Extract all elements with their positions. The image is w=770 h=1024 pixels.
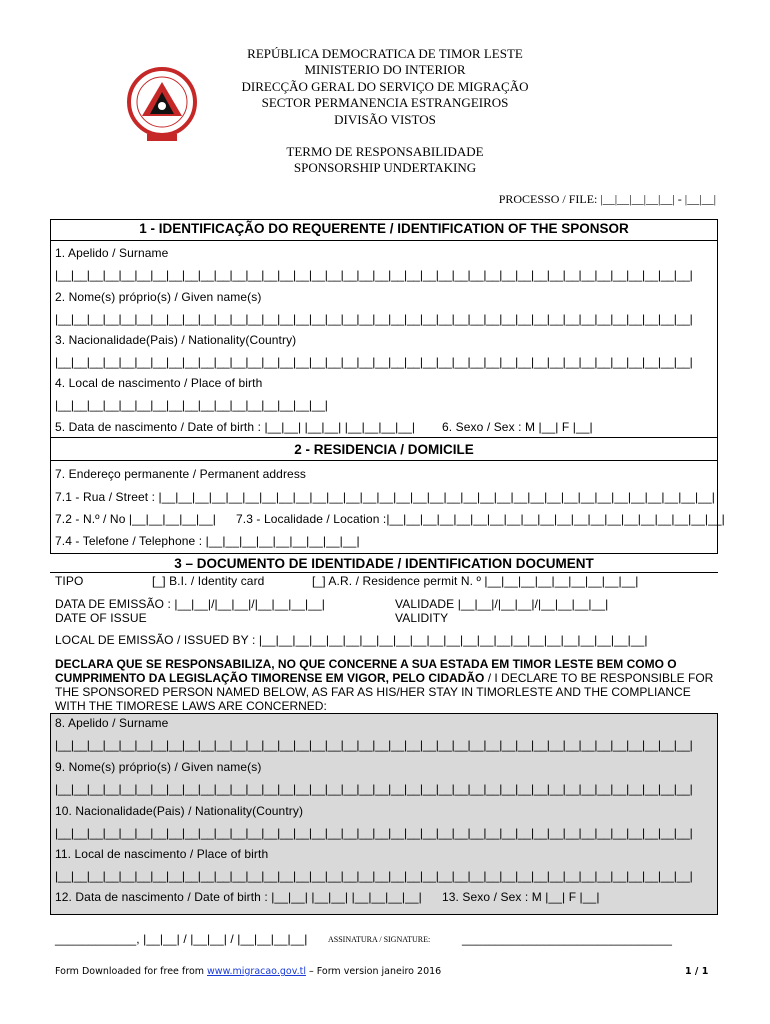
validity-field[interactable]: VALIDADE |__|__|/|__|__|/|__|__|__|__|	[395, 597, 609, 611]
section2-top-divider	[50, 437, 718, 438]
date-of-birth-field[interactable]: 5. Data de nascimento / Date of birth : |__|__| |__|__| |__|__|__|__|	[55, 420, 416, 434]
sponsored-nationality-boxes[interactable]: |__|__|__|__|__|__|__|__|__|__|__|__|__|__|__|__|__|__|__|__|__|__|__|__|__|__|__|__|__|__|__|__|__|__|__|__|__|__|__|__|	[55, 826, 693, 840]
place-of-birth-label: 4. Local de nascimento / Place of birth	[55, 376, 263, 390]
location-field[interactable]: 7.3 - Localidade / Location :|__|__|__|__|__|__|__|__|__|__|__|__|__|__|__|__|__|__|__|__|	[236, 512, 725, 526]
header-ministry: MINISTERIO DO INTERIOR	[304, 62, 466, 77]
header-division: DIVISÃO VISTOS	[334, 112, 436, 127]
header-directorate: DIRECÇÃO GERAL DO SERVIÇO DE MIGRAÇÃO	[241, 79, 529, 94]
declaration-text	[55, 657, 720, 713]
sponsored-place-of-birth-label: 11. Local de nascimento / Place of birth	[55, 847, 269, 861]
header-country: REPÚBLICA DEMOCRATICA DE TIMOR LESTE	[247, 46, 523, 61]
nationality-boxes[interactable]: |__|__|__|__|__|__|__|__|__|__|__|__|__|__|__|__|__|__|__|__|__|__|__|__|__|__|__|__|__|__|__|__|__|__|__|__|__|__|__|__|	[55, 355, 693, 369]
place-of-birth-boxes[interactable]: |__|__|__|__|__|__|__|__|__|__|__|__|__|__|__|__|__|	[55, 398, 328, 412]
place-date-field[interactable]: ____________, |__|__| / |__|__| / |__|__|__|__|	[55, 932, 308, 946]
process-file-field[interactable]: PROCESSO / FILE: |__|__|__|__|__| - |__|__|	[498, 192, 716, 206]
section2-title: 2 - RESIDENCIA / DOMICILE	[294, 442, 474, 457]
document-title-en: SPONSORSHIP UNDERTAKING	[293, 160, 477, 175]
footer-suffix: – Form version janeiro 2016	[305, 966, 442, 977]
sponsored-surname-label: 8. Apelido / Surname	[55, 716, 169, 730]
signature-line[interactable]: _______________________________	[462, 932, 672, 946]
section3-title: 3 – DOCUMENTO DE IDENTIDADE / IDENTIFICATION DOCUMENT	[174, 556, 594, 571]
section1-divider	[50, 240, 718, 241]
sex-field[interactable]: 6. Sexo / Sex : M |__| F |__|	[442, 420, 593, 434]
footer-note	[55, 966, 441, 977]
validity-label-en: VALIDITY	[395, 611, 449, 625]
page-number: 1 / 1	[685, 966, 709, 977]
signature-label: ASSINATURA / SIGNATURE:	[328, 935, 431, 944]
document-title-pt: TERMO DE RESPONSABILIDADE	[286, 144, 484, 159]
nationality-label: 3. Nacionalidade(Pais) / Nationality(Country)	[55, 333, 297, 347]
sponsored-given-names-boxes[interactable]: |__|__|__|__|__|__|__|__|__|__|__|__|__|__|__|__|__|__|__|__|__|__|__|__|__|__|__|__|__|__|__|__|__|__|__|__|__|__|__|__|	[55, 782, 693, 796]
section2-divider	[50, 460, 718, 461]
section1-title: 1 - IDENTIFICAÇÃO DO REQUERENTE / IDENTIFICATION OF THE SPONSOR	[139, 221, 629, 236]
sponsored-surname-boxes[interactable]: |__|__|__|__|__|__|__|__|__|__|__|__|__|__|__|__|__|__|__|__|__|__|__|__|__|__|__|__|__|__|__|__|__|__|__|__|__|__|__|__|	[55, 738, 693, 752]
migracao-link[interactable]: www.migracao.gov.tl	[207, 966, 306, 977]
date-of-issue-field[interactable]: DATA DE EMISSÃO : |__|__|/|__|__|/|__|__|__|__|	[55, 597, 326, 611]
section3-divider	[50, 572, 718, 573]
date-of-issue-label-en: DATE OF ISSUE	[55, 611, 147, 625]
header-sector: SECTOR PERMANENCIA ESTRANGEIROS	[261, 95, 509, 110]
footer-prefix: Form Downloaded for free from	[55, 966, 208, 977]
identity-card-option[interactable]: [_] B.I. / Identity card	[152, 574, 265, 588]
sponsored-sex-field[interactable]: 13. Sexo / Sex : M |__| F |__|	[442, 890, 600, 904]
document-type-label: TIPO	[55, 574, 84, 588]
issued-by-field[interactable]: LOCAL DE EMISSÃO / ISSUED BY : |__|__|__|__|__|__|__|__|__|__|__|__|__|__|__|__|__|__|__|__|__|__|__|	[55, 633, 648, 647]
surname-label: 1. Apelido / Surname	[55, 246, 169, 260]
house-number-field[interactable]: 7.2 - N.º / No |__|__|__|__|__|	[55, 512, 216, 526]
sponsored-date-of-birth-field[interactable]: 12. Data de nascimento / Date of birth : |__|__| |__|__| |__|__|__|__|	[55, 890, 422, 904]
declaration-normal: / I DECLARE TO BE RESPONSIBLE FOR THE SPONSORED PERSON NAMED BELOW, AS FAR AS HIS/HER STAY IN TIMORLESTE AND THE COMPLIANCE WITH THE TIMORESE LAWS ARE CONCERNED:	[55, 671, 714, 713]
sponsored-nationality-label: 10. Nacionalidade(Pais) / Nationality(Country)	[55, 804, 304, 818]
sponsored-given-names-label: 9. Nome(s) próprio(s) / Given name(s)	[55, 760, 262, 774]
surname-boxes[interactable]: |__|__|__|__|__|__|__|__|__|__|__|__|__|__|__|__|__|__|__|__|__|__|__|__|__|__|__|__|__|__|__|__|__|__|__|__|__|__|__|__|	[55, 268, 693, 282]
declaration-bold: DECLARA QUE SE RESPONSABILIZA, NO QUE CONCERNE A SUA ESTADA EM TIMOR LESTE BEM COMO O CUMPRIMENTO DA LEGISLAÇÃO TIMORENSE EM VIGOR, PELO CIDADÃO	[55, 657, 677, 685]
residence-permit-option[interactable]: [_] A.R. / Residence permit N. º |__|__|__|__|__|__|__|__|__|	[312, 574, 639, 588]
permanent-address-label: 7. Endereço permanente / Permanent address	[55, 467, 307, 481]
telephone-field[interactable]: 7.4 - Telefone / Telephone : |__|__|__|__|__|__|__|__|__|	[55, 534, 360, 548]
given-names-label: 2. Nome(s) próprio(s) / Given name(s)	[55, 290, 262, 304]
given-names-boxes[interactable]: |__|__|__|__|__|__|__|__|__|__|__|__|__|__|__|__|__|__|__|__|__|__|__|__|__|__|__|__|__|__|__|__|__|__|__|__|__|__|__|__|	[55, 312, 693, 326]
sponsored-place-of-birth-boxes[interactable]: |__|__|__|__|__|__|__|__|__|__|__|__|__|__|__|__|__|__|__|__|__|__|__|__|__|__|__|__|__|__|__|__|__|__|__|__|__|__|__|__|	[55, 869, 693, 883]
street-field[interactable]: 7.1 - Rua / Street : |__|__|__|__|__|__|__|__|__|__|__|__|__|__|__|__|__|__|__|__|__|__|__|__|__|__|__|__|__|__|__|__|__|	[55, 490, 715, 504]
